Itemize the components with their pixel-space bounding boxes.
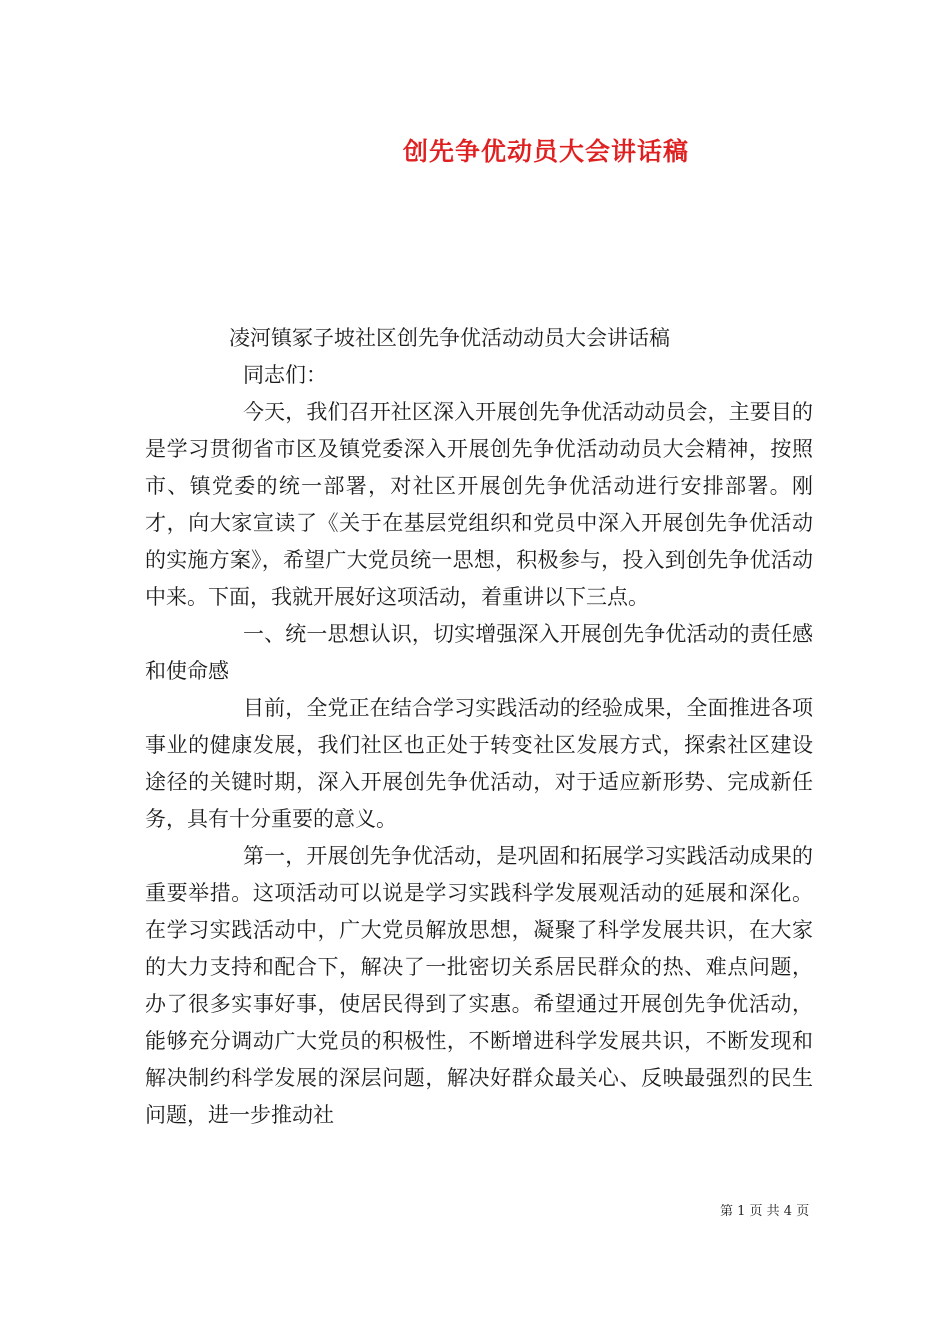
paragraph-first-point: 第一，开展创先争优活动，是巩固和拓展学习实践活动成果的重要举措。这项活动可以说是学习实践科学发展观活动的延展和深化。在学习实践活动中，广大党员解放思想，凝聚了科学发展共识，在大家的大力支持和配合下，解决了一批密切关系居民群众的热、难点问题，办了很多实事好事，使居民得到了实惠。希望通过开展创先争优活动，能够充分调动广大党员的积极性，不断增进科学发展共识，不断发现和解决制约科学发展的深层问题，解决好群众最关心、反映最强烈的民生问题，进一步推动社: [145, 844, 813, 1127]
paragraph-intro: 今天，我们召开社区深入开展创先争优活动动员会，主要目的是学习贯彻省市区及镇党委深入开展创先争优活动动员大会精神，按照市、镇党委的统一部署，对社区开展创先争优活动进行安排部署。刚才，向大家宣读了《关于在基层党组织和党员中深入开展创先争优活动的实施方案》，希望广大党员统一思想，积极参与，投入到创先争优活动中来。下面，我就开展好这项活动，着重讲以下三点。: [145, 400, 813, 609]
document-title: 创先争优动员大会讲话稿: [402, 137, 689, 166]
document-subtitle: 凌河镇冢子坡社区创先争优活动动员大会讲话稿: [229, 326, 670, 350]
document-body: [145, 320, 813, 1134]
salutation: 同志们：: [243, 363, 327, 387]
page-number-footer: 第 1 页 共 4 页: [720, 1204, 810, 1219]
paragraph-background: 目前，全党正在结合学习实践活动的经验成果，全面推进各项事业的健康发展，我们社区也正处于转变社区发展方式，探索社区建设途径的关键时期，深入开展创先争优活动，对于适应新形势、完成新任务，具有十分重要的意义。: [145, 696, 813, 831]
section-heading-1: 一、统一思想认识，切实增强深入开展创先争优活动的责任感和使命感: [145, 622, 813, 683]
